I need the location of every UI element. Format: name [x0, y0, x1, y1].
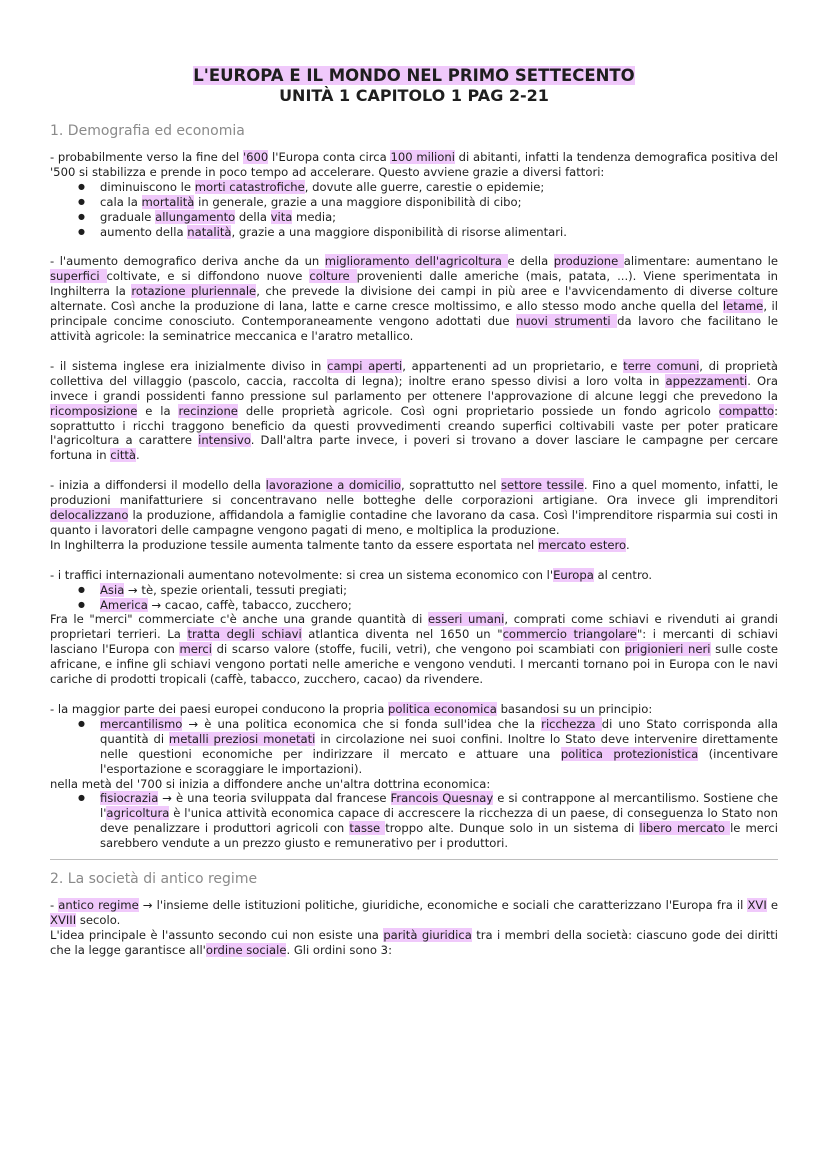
text-run: - il sistema inglese era inizialmente diviso in: [50, 358, 328, 373]
text-run: provenienti dalle americhe (mais, patata, ...). Viene sperimentata in Inghilterra la: [50, 269, 779, 299]
text-run: di abitanti, infatti la tendenza demografica positiva del '500 si stabilizza e prende in poco tempo ad accelerare. Questo avviene grazie a diversi fattori:: [50, 150, 779, 179]
text-run: di scarso valore (stoffe, fucili, vetri), che vengono poi scambiati con: [212, 642, 625, 657]
text-run: - i traffici internazionali aumentano notevolmente: si crea un sistema economico con l': [50, 567, 554, 582]
bullet-item: [100, 598, 778, 613]
highlighted-term: Francois Quesnay: [390, 791, 494, 806]
highlighted-term: merci: [179, 642, 213, 657]
bullet-item: [100, 180, 778, 195]
paragraph: [50, 538, 778, 553]
highlighted-term: terre comuni: [623, 358, 700, 373]
text-run: ": i mercanti di schiavi lasciano l'Europa con: [50, 627, 779, 657]
text-run: Fra le "merci" commerciate c'è anche una grande quantità di: [50, 612, 429, 627]
paragraph: [50, 898, 778, 928]
highlighted-term: appezzamenti: [665, 373, 748, 388]
paragraph: [50, 254, 778, 343]
highlighted-term: ricchezza: [541, 716, 602, 731]
paragraph: [50, 568, 778, 583]
document-content: [50, 122, 778, 958]
highlighted-term: Europa: [553, 567, 594, 582]
highlighted-term: fisiocrazia: [100, 791, 159, 806]
bullet-item: [100, 210, 778, 225]
highlighted-term: lavorazione a domicilio: [265, 478, 401, 493]
highlighted-term: rotazione pluriennale: [131, 284, 257, 299]
text-run: e della: [507, 254, 554, 269]
text-run: . Dall'altra parte invece, i poveri si trovano a dover lasciare le campagne per cercare fortuna in: [50, 433, 778, 463]
text-run: In Inghilterra la produzione tessile aumenta talmente tanto da essere esportata nel: [50, 537, 538, 552]
text-run: e: [766, 898, 778, 913]
text-run: da lavoro che facilitano le attività agricole: la seminatrice meccanica e l'aratro metallico.: [50, 314, 778, 343]
highlighted-term: esseri umani: [428, 612, 505, 627]
text-run: (incentivare l'esportazione e scoraggiare le importazioni).: [100, 746, 778, 776]
bullet-list: [50, 180, 778, 240]
text-run: troppo alte. Dunque solo in un sistema di: [385, 821, 640, 836]
bullet-item: [100, 791, 778, 851]
text-run: la produzione, affidandola a famiglie contadine che lavorano da casa. Così l'imprenditore risparmia sui costi in quanto i lavoratori delle campagne vengono pagati di meno, e moltiplica la produzione.: [50, 508, 778, 537]
paragraph-gap: [50, 553, 778, 568]
paragraph: [50, 702, 778, 717]
text-run: , di proprietà collettiva del villaggio (pascolo, caccia, raccolta di legna); inoltre erano spesso divisi a loro volta in: [50, 358, 778, 388]
text-run: . Gli ordini sono 3:: [286, 942, 392, 957]
text-run: : soprattutto i ricchi traggono beneficio da questi provvedimenti creando superfici coltivabili vaste per poter praticare l'agricoltura a carattere: [50, 403, 779, 448]
highlighted-term: agricoltura: [106, 806, 170, 821]
highlighted-term: America: [100, 597, 148, 612]
text-run: e la: [137, 403, 179, 418]
highlighted-term: vita: [270, 209, 293, 224]
highlighted-term: commercio triangolare: [502, 627, 637, 642]
highlighted-term: XVI: [747, 898, 767, 913]
paragraph-gap: [50, 687, 778, 702]
text-run: nella metà del '700 si inizia a diffondere anche un'altra dottrina economica:: [50, 776, 491, 791]
text-run: media;: [292, 209, 337, 224]
bullet-item: [100, 583, 778, 598]
highlighted-term: ordine sociale: [205, 942, 287, 957]
highlighted-term: 100 milioni: [390, 150, 455, 164]
highlighted-term: superfici: [50, 269, 107, 284]
highlighted-term: mercato estero: [537, 537, 626, 552]
highlighted-term: '600: [242, 150, 269, 164]
text-run: . Fino a quel momento, infatti, le produzioni manifatturiere si concentravano nelle botteghe delle corporazioni artigiane. Ora invece gli imprenditori: [50, 478, 778, 508]
text-run: atlantica diventa nel 1650 un ": [301, 627, 503, 642]
text-run: alimentare: aumentano le: [623, 254, 778, 269]
text-run: - la maggior parte dei paesi europei conducono la propria: [50, 702, 389, 716]
highlighted-term: mortalità: [141, 194, 195, 209]
text-run: di uno Stato corrisponda alla quantità di: [100, 716, 778, 746]
highlighted-term: miglioramento dell'agricoltura: [324, 254, 508, 269]
highlighted-term: prigionieri neri: [624, 642, 711, 657]
text-run: .: [625, 537, 630, 552]
highlighted-term: libero mercato: [639, 821, 731, 836]
bullet-item: [100, 195, 778, 210]
paragraph: [50, 359, 778, 463]
text-run: L'idea principale è l'assunto secondo cui non esiste una: [50, 927, 384, 942]
page-title: [50, 66, 778, 86]
bullet-list: [50, 583, 778, 613]
text-run: , soprattutto nel: [400, 478, 501, 493]
highlighted-term: XVIII: [50, 912, 77, 927]
text-run: in circolazione nei suoi confini. Inoltre lo Stato deve intervenire direttamente nelle questioni economiche per indirizzare il mercato e attuare una: [100, 731, 779, 761]
text-run: graduale: [100, 209, 156, 224]
text-run: in generale, grazie a una maggiore disponibilità di cibo;: [194, 194, 522, 209]
highlighted-term: antico regime: [58, 898, 139, 913]
highlighted-term: nuovi strumenti: [515, 314, 618, 329]
highlighted-term: compatto: [718, 403, 775, 418]
paragraph-gap: [50, 463, 778, 478]
highlighted-term: morti catastrofiche: [194, 179, 305, 194]
highlighted-term: ricomposizione: [50, 403, 138, 418]
highlighted-term: politica economica: [388, 702, 497, 716]
highlighted-term: settore tessile: [500, 478, 584, 493]
text-run: sulle coste africane, e infine gli schiavi vengono portati nelle americhe e vengono venduti. I mercanti tornano poi in Europa con le navi cariche di prodotti tropicali (caffè, tabacco, zucchero, cacao) da rivendere.: [50, 642, 778, 687]
highlighted-term: parità giuridica: [383, 927, 472, 942]
text-run: .: [136, 448, 140, 463]
highlighted-term: Asia: [100, 582, 125, 597]
text-run: tra i membri della società: ciascuno gode dei diritti che la legge garantisce all': [50, 927, 779, 957]
text-run: aumento della: [100, 224, 188, 239]
paragraph: [50, 777, 778, 792]
text-run: basandosi su un principio:: [496, 702, 653, 716]
text-run: → cacao, caffè, tabacco, zucchero;: [147, 597, 352, 612]
text-run: → è una teoria sviluppata dal francese: [158, 791, 391, 806]
text-run: l'Europa conta circa: [268, 150, 391, 164]
text-run: , dovute alle guerre, carestie o epidemie;: [304, 179, 545, 194]
highlighted-term: letame: [722, 299, 764, 314]
highlighted-term: colture: [309, 269, 357, 284]
highlighted-term: politica protezionistica: [560, 746, 699, 761]
paragraph: [50, 478, 778, 538]
bullet-list: [50, 791, 778, 851]
text-run: → l'insieme delle istituzioni politiche, giuridiche, economiche e sociali che caratterizzano l'Europa fra il: [138, 898, 748, 913]
text-run: coltivate, e si diffondono nuove: [106, 269, 310, 284]
highlighted-term: tratta degli schiavi: [187, 627, 302, 642]
paragraph-gap: [50, 239, 778, 254]
text-run: - probabilmente verso la fine del: [50, 150, 243, 164]
text-run: -: [50, 898, 59, 913]
highlighted-term: campi aperti: [327, 358, 403, 373]
text-run: al centro.: [593, 567, 653, 582]
highlighted-term: allungamento: [155, 209, 236, 224]
paragraph: [50, 612, 778, 687]
section-divider: [50, 859, 778, 860]
highlighted-term: natalità: [187, 224, 232, 239]
highlighted-term: intensivo: [198, 433, 251, 448]
page-title-text: L'EUROPA E IL MONDO NEL PRIMO SETTECENTO: [193, 66, 635, 85]
text-run: , il principale concime conosciuto. Contemporaneamente vengono adottati due: [50, 299, 778, 329]
bullet-item: [100, 717, 778, 777]
text-run: , comprati come schiavi e rivenduti ai grandi proprietari terrieri. La: [50, 612, 778, 642]
highlighted-term: mercantilismo: [100, 716, 183, 731]
text-run: è l'unica attività economica capace di accrescere la ricchezza di un paese, di conseguenza lo Stato non deve penalizzare i produttori agricoli con: [100, 806, 778, 836]
text-run: , che prevede la divisione dei campi in più aree e l'avvicendamento di diverse colture alternate. Così anche la produzione di lana, latte e carne cresce moltissimo, e allo stesso modo anche quella del: [50, 284, 778, 314]
section-heading: 1. Demografia ed economia: [50, 123, 245, 139]
bullet-list: [50, 717, 778, 777]
text-run: secolo.: [76, 912, 121, 927]
paragraph: [50, 150, 778, 180]
text-run: diminuiscono le: [100, 179, 195, 194]
highlighted-term: produzione: [553, 254, 624, 269]
text-run: - inizia a diffondersi il modello della: [50, 478, 266, 493]
text-run: , appartenenti ad un proprietario, e: [402, 358, 624, 373]
text-run: → è una politica economica che si fonda sull'idea che la: [182, 716, 542, 731]
bullet-item: [100, 225, 778, 240]
text-run: le merci sarebbero vendute a un prezzo giusto e remunerativo per i produttori.: [100, 821, 778, 851]
highlighted-term: recinzione: [178, 403, 238, 418]
text-run: cala la: [100, 194, 142, 209]
text-run: delle proprietà agricole. Così ogni proprietario possiede un fondo agricolo: [237, 403, 719, 418]
highlighted-term: tasse: [349, 821, 386, 836]
page-subtitle: UNITÀ 1 CAPITOLO 1 PAG 2-21: [279, 86, 549, 105]
text-run: - l'aumento demografico deriva anche da un: [50, 254, 325, 269]
highlighted-term: metalli preziosi monetati: [168, 731, 316, 746]
title-block: [50, 66, 778, 106]
text-run: , grazie a una maggiore disponibilità di risorse alimentari.: [231, 224, 567, 239]
paragraph-gap: [50, 344, 778, 359]
text-run: della: [235, 209, 271, 224]
text-run: . Ora invece i grandi possidenti fanno pressione sul parlamento per ottenere l'approvazione di alcune leggi che prevedono la: [50, 373, 778, 403]
highlighted-term: città: [110, 448, 137, 463]
section-heading: 2. La società di antico regime: [50, 871, 258, 888]
paragraph: [50, 928, 778, 958]
text-run: → tè, spezie orientali, tessuti pregiati;: [124, 582, 348, 597]
text-run: e si contrappone al mercantilismo. Sostiene che l': [100, 791, 779, 821]
highlighted-term: delocalizzano: [50, 508, 129, 523]
